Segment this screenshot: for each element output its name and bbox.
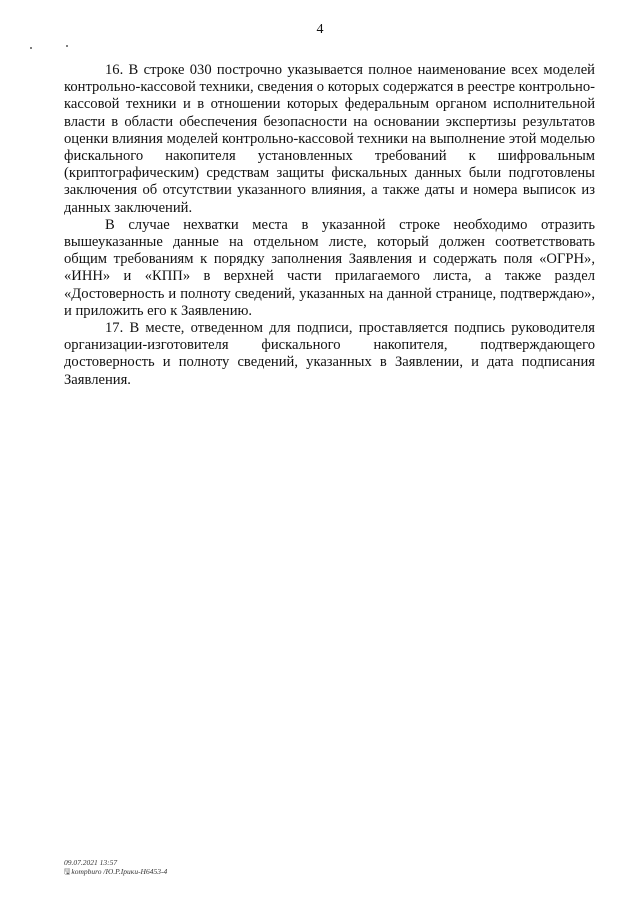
paragraph-17: 17. В месте, отведенном для подписи, проставляется подпись руководителя организации-изготовителя фискального накопителя, подтверждающего достоверность и полноту сведений, указанных в Заявлении, и дата подписания Заявления. [64,320,595,388]
footer-file-line [64,867,167,876]
paragraph-16-continuation: В случае нехватки места в указанной строке необходимо отразить вышеуказанные данные на отдельном листе, который должен соответствовать общим требованиям к порядку заполнения Заявления и содержать поля «ОГРН», «ИНН» и «КПП» в верхней части прилагаемого листа, а также раздел «Достоверность и полноту сведений, указанных на данной странице, подтверждаю», и приложить его к Заявлению. [64,216,595,319]
scan-speck [30,47,32,49]
floppy-disk-icon: 🖫 [64,867,71,876]
footer-stamp [64,858,167,876]
footer-file-path: kompburo /Ю.Р.Ірики-H6453-4 [71,867,168,876]
footer-date: 09.07.2021 13:57 [64,858,118,867]
document-body [64,62,595,389]
paragraph-16: 16. В строке 030 построчно указывается полное наименование всех моделей контрольно-кассовой техники, сведения о которых содержатся в реестре контрольно-кассовой техники и в отношении которых федеральным органом исполнительной власти в области обеспечения безопасности на основании экспертизы результатов оценки влияния моделей контрольно-кассовой техники на выполнение этой моделью фискального накопителя установленных требований к шифровальным (криптографическим) средствам защиты фискальных данных были подготовлены заключения об отсутствии указанного влияния, а также даты и номера выписок из данных заключений. [64,62,595,216]
scan-speck [66,45,68,47]
page-number: 4 [316,22,324,37]
